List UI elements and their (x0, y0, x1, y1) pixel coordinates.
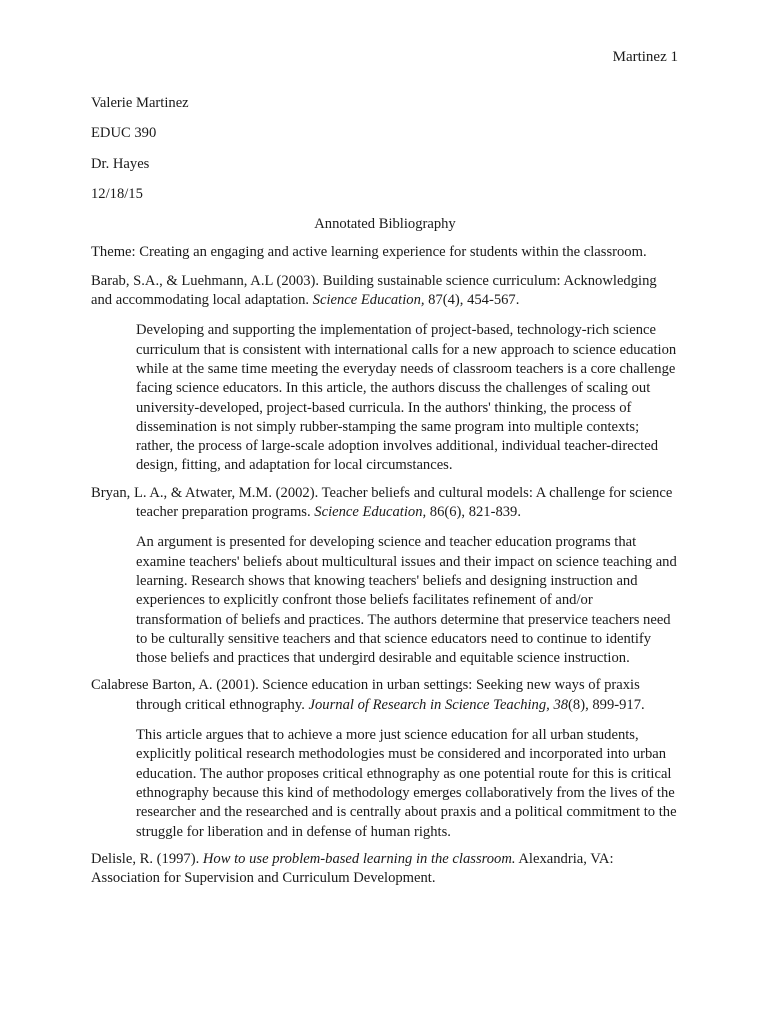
bibliography-entry (91, 850, 679, 889)
citation-details: 86(6), 821-839. (426, 504, 521, 521)
bibliography-entry (91, 676, 679, 841)
journal-title: Science Education, (314, 504, 427, 521)
student-name: Valerie Martinez (91, 95, 189, 111)
bibliography-entry (91, 272, 679, 476)
bibliography-entry (91, 484, 679, 669)
journal-title: Journal of Research in Science Teaching, 38 (308, 696, 569, 713)
course-code: EDUC 390 (91, 125, 157, 142)
citation (91, 850, 679, 889)
citation (91, 272, 679, 311)
citation-text: Delisle, R. (1997). (91, 850, 203, 867)
citation-details: (8), 899-917. (568, 696, 645, 713)
annotation: An argument is presented for developing science and teacher education programs that examine teachers' beliefs about multicultural issues and their impact on science teaching and learning. Research shows that knowing teachers' beliefs and designing instruction and experiences to explicitly confront those beliefs facilitates refinement of and/or transformation of beliefs and practices. The authors determine that preservice teachers need to be culturally sensitive teachers and that science educators need to continue to identify those beliefs and practices that undergird desirable and equitable science instruction. (136, 534, 677, 667)
citation-text: Calabrese Barton, A. (2001). Science education in urban settings: Seeking new ways of praxis through critical ethnography. (91, 677, 640, 713)
book-title: How to use problem-based learning in the classroom. (202, 850, 516, 867)
document-body (91, 94, 679, 896)
citation-details: 87(4), 454-567. (424, 292, 520, 309)
submission-date: 12/18/15 (91, 185, 143, 202)
annotation: This article argues that to achieve a more just science education for all urban students, explicitly political research methodologies must be considered and incorporated into urban education. The author proposes critical ethnography as one potential route for this is critical ethnography because this kind of methodology emerges collaboratively from the lives of the researcher and the researched and is centrally about praxis and a political commitment to the struggle for liberation and in defense of human rights. (136, 727, 677, 840)
theme-statement: Theme: Creating an engaging and active learning experience for students within the classroom. (91, 244, 647, 261)
journal-title: Science Education, (312, 292, 425, 309)
citation-details: Alexandria, VA: Association for Supervision and Curriculum Development. (91, 850, 614, 887)
citation-text: Bryan, L. A., & Atwater, M.M. (2002). Teacher beliefs and cultural models: A challenge for science teacher preparation programs. (91, 484, 673, 521)
citation (91, 676, 679, 715)
citation-text: Barab, S.A., & Luehmann, A.L (2003). Building sustainable science curriculum: Acknowledging and accommodating local adaptation. (91, 272, 657, 309)
instructor-name: Dr. Hayes (91, 155, 150, 172)
running-head: Martinez 1 (612, 49, 678, 65)
citation (91, 484, 679, 523)
annotation: Developing and supporting the implementation of project-based, technology-rich science curriculum that is consistent with international calls for a new approach to science education while at the same time meeting the everyday needs of classroom teachers is a core challenge facing science educators. In this article, the authors discuss the challenges of scaling out university-developed, project-based curricula. In the authors' thinking, the process of dissemination is not simply rubber-stamping the same program into multiple contexts; rather, the process of large-scale adoption involves additional, individual teacher-directed design, fitting, and adaptation for local circumstances. (136, 322, 677, 474)
document-title: Annotated Bibliography (314, 216, 456, 233)
